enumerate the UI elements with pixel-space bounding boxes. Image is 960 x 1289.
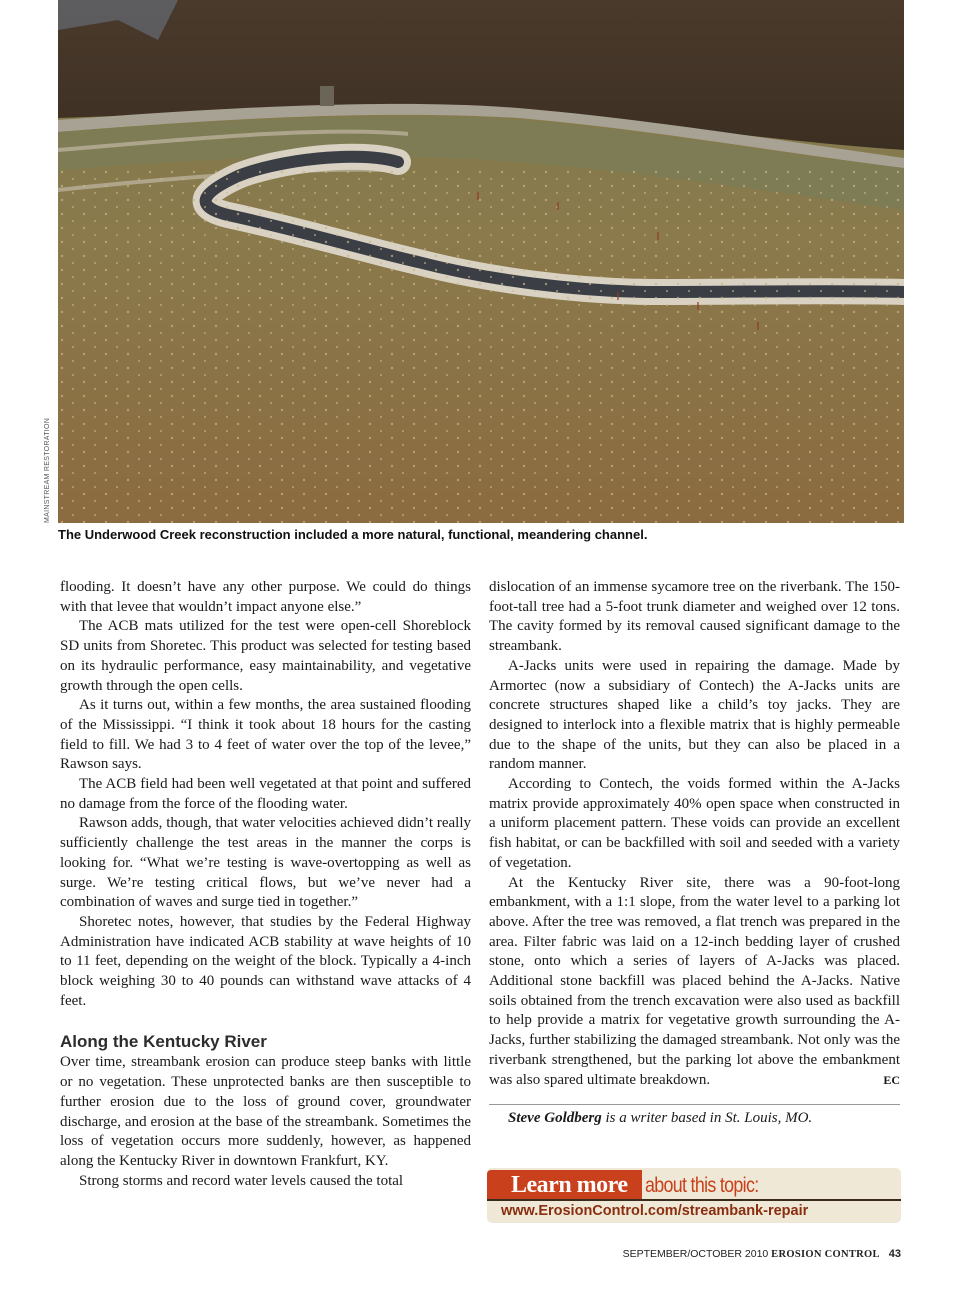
- page-number: 43: [888, 1248, 901, 1260]
- left-column: [60, 578, 471, 1191]
- paragraph: The ACB field had been well vegetated at that point and suffered no damage from the force of the flooding water.: [60, 776, 471, 812]
- learn-more-tail: about this topic:: [645, 1174, 759, 1197]
- paragraph: dislocation of an immense sycamore tree on the riverbank. The 150-foot-tall tree had a 5-foot trunk diameter and weighed over 12 tons. The cavity formed by its removal caused significant damage to the streambank.: [489, 579, 900, 655]
- paragraph: Shoretec notes, however, that studies by the Federal Highway Administration have indicated ACB stability at wave heights of 10 to 11 feet, depending on the weight of the block. Typically a 4-inch block weighing 30 to 40 pounds can withstand wave attacks of 4 feet.: [60, 913, 471, 1009]
- issue-date: SEPTEMBER/OCTOBER 2010: [622, 1248, 769, 1260]
- learn-more-lead: Learn more: [511, 1172, 628, 1198]
- paragraph: According to Contech, the voids formed within the A-Jacks matrix provide approximately 40% open space when constructed in a uniform placement pattern. These voids can provide an excellent fish habitat, or can be backfilled with soil and seeded with a variety of vegetation.: [489, 776, 900, 871]
- paragraph: As it turns out, within a few months, the area sustained flooding of the Mississippi. “I think it took about 18 hours for the casting field to fill. We had 3 to 4 feet of water over the top of the levee,” Rawson says.: [60, 697, 471, 773]
- learn-more-link[interactable]: www.ErosionControl.com/streambank-repair: [501, 1203, 809, 1219]
- photo-caption: The Underwood Creek reconstruction included a more natural, functional, meandering channel.: [58, 527, 648, 542]
- creek-landscape-image: [58, 0, 904, 523]
- learn-more-box: [487, 1168, 901, 1223]
- creek-photo: [58, 0, 904, 523]
- magazine-name: EROSION CONTROL: [771, 1249, 880, 1260]
- paragraph: [489, 874, 900, 1091]
- divider: [489, 1104, 900, 1105]
- photo-credit: MAINSTREAM RESTORATION: [44, 417, 51, 523]
- right-column: [489, 578, 900, 1129]
- paragraph: A-Jacks units were used in repairing the damage. Made by Armortec (now a subsidiary of Contech) the A-Jacks units are concrete structures shaped like a child’s toy jacks. They are designed to interlock into a flexible matrix that is highly permeable due to the shape of the units, but they can also be placed in a random manner.: [489, 657, 900, 773]
- paragraph: Strong storms and record water levels caused the total: [79, 1172, 404, 1189]
- end-mark: EC: [883, 1072, 900, 1087]
- author-name: Steve Goldberg: [508, 1110, 602, 1127]
- author-bio: is a writer based in St. Louis, MO.: [601, 1110, 813, 1127]
- section-heading: Along the Kentucky River: [60, 1032, 267, 1052]
- page-footer: [623, 1248, 901, 1260]
- paragraph: Over time, streambank erosion can produce steep banks with little or no vegetation. These unprotected banks are then susceptible to further erosion due to the loss of ground cover, groundwater discharge, and erosion at the base of the streambank. Sometimes the loss of vegetation occurs more suddenly, however, as happened along the Kentucky River in downtown Frankfurt, KY.: [60, 1054, 471, 1169]
- utility-box: [320, 86, 334, 106]
- paragraph-text: At the Kentucky River site, there was a 90-foot-long embankment, with a 1:1 slope, from the water level to a parking lot above. After the tree was removed, a flat trench was prepared in the area. Filter fabric was laid on a 12-inch bedding layer of crushed stone, onto which a series of layers of A-Jacks was placed. Additional stone backfill was placed behind the A-Jacks. Native soils obtained from the trench excavation were also used as backfill to help provide a matrix for vegetative growth surrounding the A-Jacks, further stabilizing the damaged streambank. Not only was the riverbank strengthened, but the parking lot above the embankment was also spared ultimate breakdown.: [489, 874, 900, 1088]
- paragraph: Rawson adds, though, that water velocities achieved didn’t really sufficiently challenge the test areas in the manner the corps is looking for. “What we’re testing is wave-overtopping as well as surge. We’re testing critical flows, but we’ve never had a combination of waves and surge tied in together.”: [60, 815, 471, 911]
- author-byline: [489, 1109, 900, 1129]
- paragraph: flooding. It doesn’t have any other purpose. We could do things with that levee that wouldn’t impact anyone else.”: [60, 579, 471, 615]
- paragraph: The ACB mats utilized for the test were open-cell Shoreblock SD units from Shoretec. This product was selected for testing based on its hydraulic performance, easy maintainability, and vegetative growth through the open cells.: [60, 618, 471, 694]
